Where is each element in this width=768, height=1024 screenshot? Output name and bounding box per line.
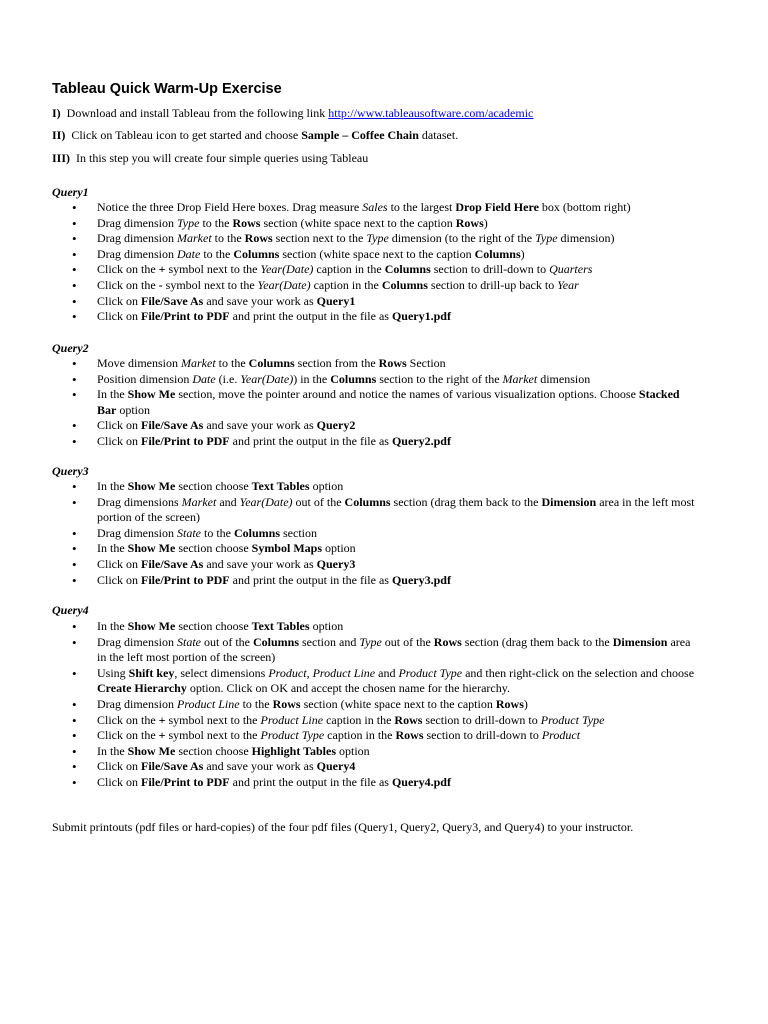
query2-heading: Query2 (52, 341, 89, 355)
list-item: • Drag dimension State out of the Columns section and Type out of the Rows section (drag them back to the Dimension area in the left most portion of the screen) (0, 635, 700, 666)
list-item: • Position dimension Date (i.e. Year(Date)) in the Columns section to the right of the Market dimension (0, 372, 700, 388)
list-item: • Notice the three Drop Field Here boxes. Drag measure Sales to the largest Drop Field Here box (bottom right) (0, 200, 700, 216)
list-item: • Click on File/Save As and save your work as Query3 (0, 557, 700, 573)
step-2 (52, 128, 458, 144)
query4-heading: Query4 (52, 603, 89, 617)
list-item: • Drag dimension Date to the Columns section (white space next to the caption Columns) (0, 247, 700, 263)
list-item: • In the Show Me section choose Text Tables option (0, 619, 700, 635)
list-item: • Move dimension Market to the Columns section from the Rows Section (0, 356, 700, 372)
list-item: • Click on the + symbol next to the Product Type caption in the Rows section to drill-down to Product (0, 728, 700, 744)
query3-list (0, 479, 700, 588)
list-item: • In the Show Me section choose Text Tables option (0, 479, 700, 495)
list-item: • Drag dimensions Market and Year(Date) out of the Columns section (drag them back to the Dimension area in the left most portion of the screen) (0, 495, 700, 526)
step-number: III) (52, 151, 71, 165)
step-number: II) (52, 128, 66, 142)
list-item: • Click on File/Print to PDF and print the output in the file as Query3.pdf (0, 573, 700, 589)
list-item: • Click on File/Print to PDF and print the output in the file as Query1.pdf (0, 309, 700, 325)
step-3 (52, 151, 368, 167)
step-text: In this step you will create four simple queries using Tableau (76, 151, 369, 165)
page-title: Tableau Quick Warm-Up Exercise (52, 81, 282, 97)
query3-heading: Query3 (52, 464, 89, 478)
submit-instructions: Submit printouts (pdf files or hard-copies) of the four pdf files (Query1, Query2, Query3, and Query4) to your instructor. (52, 820, 634, 834)
list-item: • Click on the + symbol next to the Year(Date) caption in the Columns section to drill-down to Quarters (0, 262, 700, 278)
step-text: dataset. (418, 128, 459, 142)
list-item: • Click on File/Print to PDF and print the output in the file as Query4.pdf (0, 775, 700, 791)
list-item: • Click on the + symbol next to the Product Line caption in the Rows section to drill-down to Product Type (0, 713, 700, 729)
query2-list (0, 356, 700, 450)
tableau-link[interactable]: http://www.tableausoftware.com/academic (328, 106, 534, 120)
list-item: • Click on File/Save As and save your work as Query4 (0, 759, 700, 775)
list-item: • Click on the - symbol next to the Year(Date) caption in the Columns section to drill-up back to Year (0, 278, 700, 294)
list-item: • Click on File/Save As and save your work as Query1 (0, 294, 700, 310)
list-item: • Drag dimension Type to the Rows section (white space next to the caption Rows) (0, 216, 700, 232)
list-item: • In the Show Me section, move the pointer around and notice the names of various visualization options. Choose Stacked Bar option (0, 387, 700, 418)
list-item: • Drag dimension Market to the Rows section next to the Type dimension (to the right of the Type dimension) (0, 231, 700, 247)
list-item: • Drag dimension State to the Columns section (0, 526, 700, 542)
list-item: • Using Shift key, select dimensions Product, Product Line and Product Type and then right-click on the selection and choose Create Hierarchy option. Click on OK and accept the chosen name for the hierarchy. (0, 666, 700, 697)
step-text: Download and install Tableau from the following link (66, 106, 329, 120)
step-text: Click on Tableau icon to get started and choose (71, 128, 302, 142)
step-number: I) (52, 106, 61, 120)
list-item: • In the Show Me section choose Symbol Maps option (0, 541, 700, 557)
step-emphasis: Sample – Coffee Chain (301, 128, 419, 142)
step-1 (52, 106, 533, 122)
query1-heading: Query1 (52, 185, 89, 199)
query4-list (0, 619, 700, 791)
list-item: • Click on File/Print to PDF and print the output in the file as Query2.pdf (0, 434, 700, 450)
list-item: • Click on File/Save As and save your work as Query2 (0, 418, 700, 434)
list-item: • In the Show Me section choose Highlight Tables option (0, 744, 700, 760)
query1-list (0, 200, 700, 325)
list-item: • Drag dimension Product Line to the Rows section (white space next to the caption Rows) (0, 697, 700, 713)
